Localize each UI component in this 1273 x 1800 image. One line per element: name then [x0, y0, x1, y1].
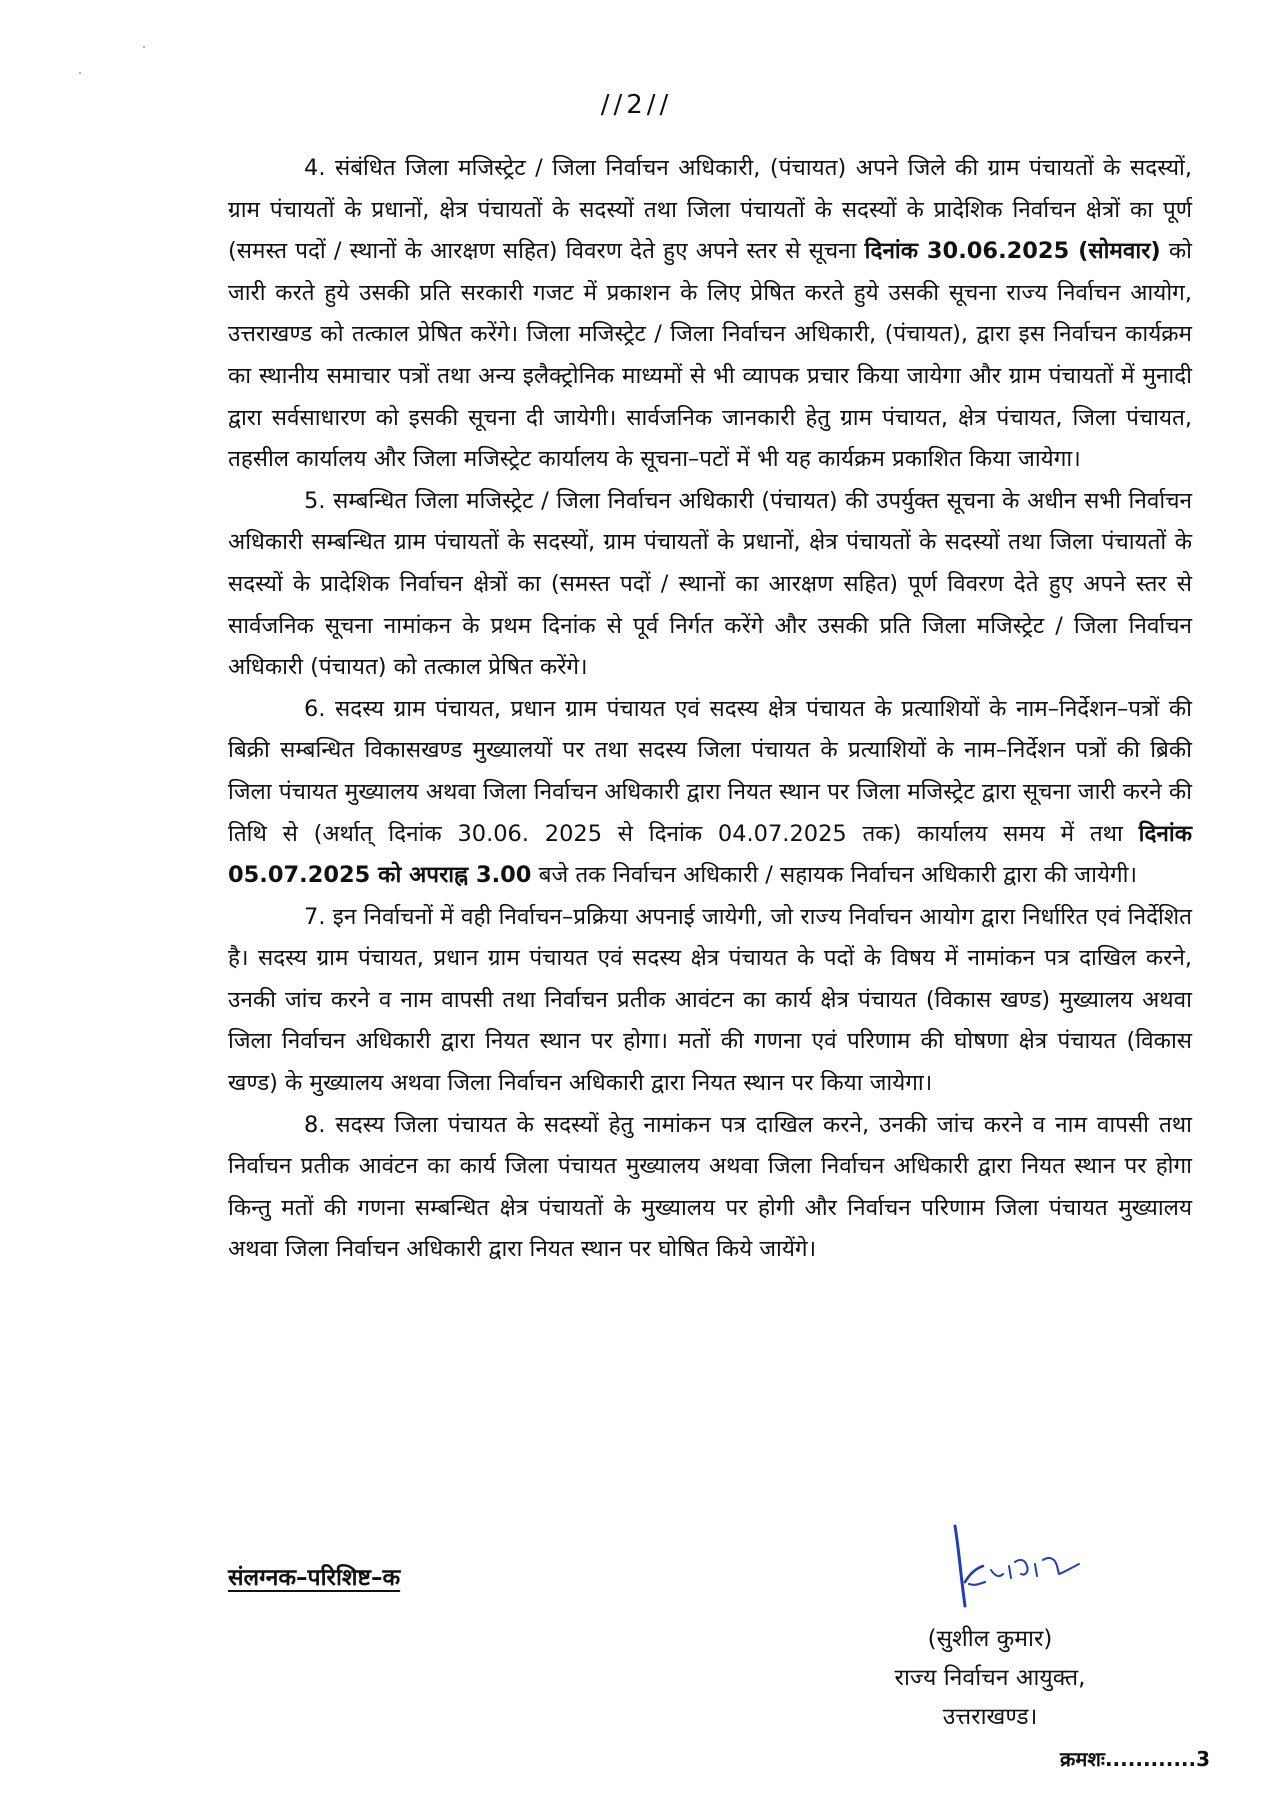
signatory-block — [850, 1620, 1130, 1737]
page-number: //2// — [600, 90, 673, 120]
handwritten-signature-icon — [945, 1520, 1095, 1620]
continued-marker: क्रमशः............3 — [1060, 1747, 1211, 1771]
signatory-state: उत्तराखण्ड। — [942, 1704, 1038, 1730]
paragraph-8 — [228, 1105, 1192, 1271]
paragraph-6 — [228, 689, 1192, 897]
signatory-designation: राज्य निर्वाचन आयुक्त, — [894, 1665, 1086, 1691]
scan-speck — [143, 46, 145, 48]
paragraph-text: 5. सम्बन्धित जिला मजिस्ट्रेट / जिला निर्वाचन अधिकारी (पंचायत) की उपर्युक्त सूचना के अधीन सभी निर्वाचन अधिकारी सम्बन्धित ग्राम पंचायतों के सदस्यों, ग्राम पंचायतों के प्रधानों, क्षेत्र पंचायतों के सदस्यों तथा जिला पंचायतों के सदस्यों के प्रादेशिक निर्वाचन क्षेत्रों का (समस्त पदों / स्थानों का आरक्षण सहित) पूर्ण विवरण देते हुए अपने स्तर से सार्वजनिक सूचना नामांकन के प्रथम दिनांक से पूर्व निर्गत करेंगे और उसकी प्रति जिला मजिस्ट्रेट / जिला निर्वाचन अधिकारी (पंचायत) को तत्काल प्रेषित करेंगे। — [228, 487, 1192, 681]
paragraph-text: 7. इन निर्वाचनों में वही निर्वाचन–प्रक्रिया अपनाई जायेगी, जो राज्य निर्वाचन आयोग द्वारा निर्धारित एवं निर्देशित है। सदस्य ग्राम पंचायत, प्रधान ग्राम पंचायत एवं सदस्य क्षेत्र पंचायत के पदों के विषय में नामांकन पत्र दाखिल करने, उनकी जांच करने व नाम वापसी तथा निर्वाचन प्रतीक आवंटन का कार्य क्षेत्र पंचायत (विकास खण्ड) मुख्यालय अथवा जिला निर्वाचन अधिकारी द्वारा नियत स्थान पर होगा। मतों की गणना एवं परिणाम की घोषणा क्षेत्र पंचायत (विकास खण्ड) के मुख्यालय अथवा जिला निर्वाचन अधिकारी द्वारा नियत स्थान पर किया जायेगा। — [228, 903, 1192, 1097]
paragraph-text: 6. सदस्य ग्राम पंचायत, प्रधान ग्राम पंचायत एवं सदस्य क्षेत्र पंचायत के प्रत्याशियों के नाम–निर्देशन–पत्रों की बिक्री सम्बन्धित विकासखण्ड मुख्यालयों पर तथा सदस्य जिला पंचायत के प्रत्याशियों के नाम–निर्देशन पत्रों की ब्रिकी जिला पंचायत मुख्यालय अथवा जिला निर्वाचन अधिकारी द्वारा नियत स्थान पर जिला मजिस्ट्रेट द्वारा सूचना जारी करने की तिथि से (अर्थात् दिनांक 30.06. 2025 से दिनांक 04.07.2025 तक) कार्यालय समय में तथा — [228, 695, 1192, 847]
scan-speck — [79, 72, 81, 74]
paragraph-text: 8. सदस्य जिला पंचायत के सदस्यों हेतु नामांकन पत्र दाखिल करने, उनकी जांच करने व नाम वापसी तथा निर्वाचन प्रतीक आवंटन का कार्य जिला पंचायत मुख्यालय अथवा जिला निर्वाचन अधिकारी द्वारा नियत स्थान पर होगा किन्तु मतों की गणना सम्बन्धित क्षेत्र पंचायतों के मुख्यालय पर होगी और निर्वाचन परिणाम जिला पंचायत मुख्यालय अथवा जिला निर्वाचन अधिकारी द्वारा नियत स्थान पर घोषित किये जायेंगे। — [228, 1111, 1192, 1263]
paragraph-text: को जारी करते हुये उसकी प्रति सरकारी गजट में प्रकाशन के लिए प्रेषित करते हुये उसकी सूचना राज्य निर्वाचन आयोग, उत्तराखण्ड को तत्काल प्रेषित करेंगे। जिला मजिस्ट्रेट / जिला निर्वाचन अधिकारी, (पंचायत), द्वारा इस निर्वाचन कार्यक्रम का स्थानीय समाचार पत्रों तथा अन्य इलैक्ट्रोनिक माध्यमों से भी व्यापक प्रचार किया जायेगा और ग्राम पंचायतों में मुनादी द्वारा सर्वसाधारण को इसकी सूचना दी जायेगी। सार्वजनिक जानकारी हेतु ग्राम पंचायत, क्षेत्र पंचायत, जिला पंचायत, तहसील कार्यालय और जिला मजिस्ट्रेट कार्यालय के सूचना–पटों में भी यह कार्यक्रम प्रकाशित किया जायेगा। — [228, 238, 1192, 473]
nomination-notice-date: दिनांक 30.06.2025 (सोमवार) — [864, 238, 1161, 265]
form-sale-deadline: दिनांक 05.07.2025 को अपराह्न 3.00 — [228, 820, 1192, 889]
paragraph-text: 4. संबंधित जिला मजिस्ट्रेट / जिला निर्वाचन अधिकारी, (पंचायत) अपने जिले की ग्राम पंचायतों के सदस्यों, ग्राम पंचायतों के प्रधानों, क्षेत्र पंचायतों के सदस्यों तथा जिला पंचायतों के सदस्यों के प्रादेशिक निर्वाचन क्षेत्रों का पूर्ण (समस्त पदों / स्थानों के आरक्षण सहित) विवरण देते हुए अपने स्तर से सूचना — [228, 155, 1192, 265]
paragraph-5 — [228, 481, 1192, 689]
enclosure-label: संलग्नक–परिशिष्ट–क — [228, 1565, 401, 1591]
signatory-name: (सुशील कुमार) — [927, 1626, 1053, 1652]
letter-body — [228, 148, 1192, 1271]
paragraph-7 — [228, 897, 1192, 1105]
paragraph-text: बजे तक निर्वाचन अधिकारी / सहायक निर्वाचन अधिकारी द्वारा की जायेगी। — [531, 862, 1138, 889]
paragraph-4 — [228, 148, 1192, 481]
